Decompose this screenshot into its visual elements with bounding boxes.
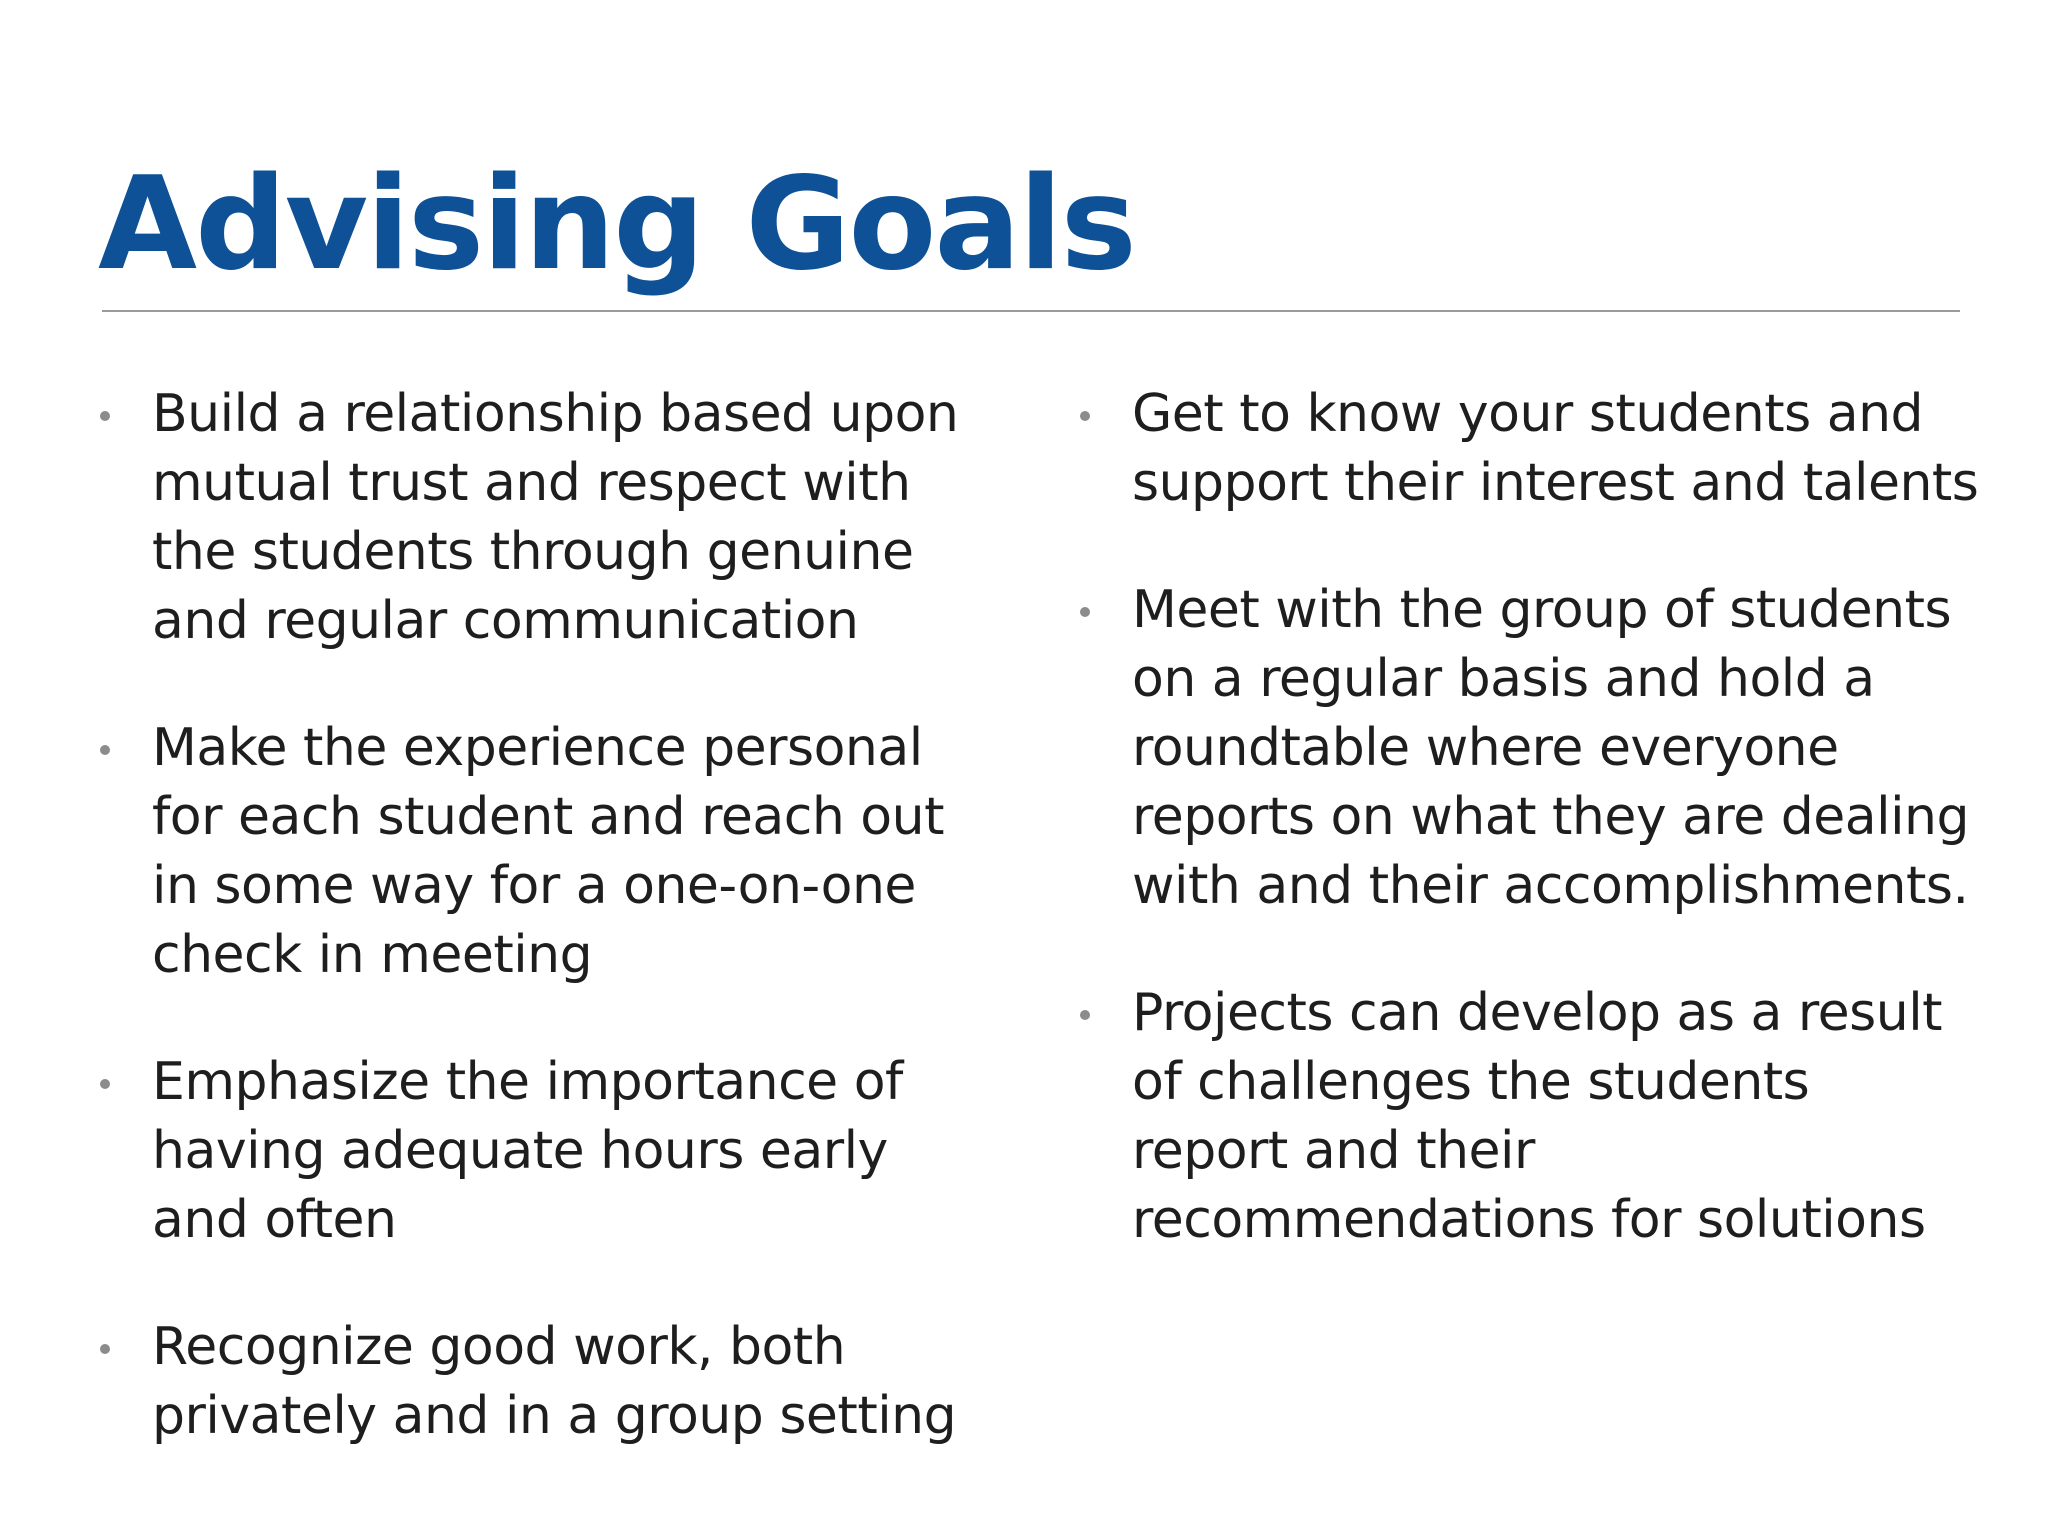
title-divider xyxy=(102,310,1960,312)
bullet-item xyxy=(100,1048,980,1255)
bullet-dot-icon xyxy=(100,1344,110,1354)
bullet-dot-icon xyxy=(100,745,110,755)
bullet-dot-icon xyxy=(1080,1010,1090,1020)
bullet-item xyxy=(100,1313,980,1451)
bullet-dot-icon xyxy=(1080,411,1090,421)
bullet-text: Meet with the group of students on a regular basis and hold a roundtable where everyone reports on what they are dealing with and their accomplishments. xyxy=(1132,580,1969,916)
bullet-item xyxy=(1080,979,1980,1255)
bullet-text: Get to know your students and support their interest and talents xyxy=(1132,384,1979,513)
bullet-text: Build a relationship based upon mutual trust and respect with the students through genuine and regular communication xyxy=(152,384,959,651)
bullet-dot-icon xyxy=(100,411,110,421)
bullet-text: Make the experience personal for each student and reach out in some way for a one-on-one check in meeting xyxy=(152,718,944,985)
bullet-text: Recognize good work, both privately and in a group setting xyxy=(152,1317,957,1446)
left-bullet-list xyxy=(100,380,980,1509)
bullet-dot-icon xyxy=(100,1079,110,1089)
right-bullet-list xyxy=(1080,380,1980,1313)
bullet-item xyxy=(100,380,980,656)
bullet-text: Projects can develop as a result of challenges the students report and their recommendations for solutions xyxy=(1132,983,1943,1250)
bullet-item xyxy=(1080,380,1980,518)
slide-title: Advising Goals xyxy=(98,150,1135,299)
bullet-item xyxy=(100,714,980,990)
bullet-item xyxy=(1080,576,1980,921)
bullet-dot-icon xyxy=(1080,607,1090,617)
bullet-text: Emphasize the importance of having adequate hours early and often xyxy=(152,1052,903,1250)
